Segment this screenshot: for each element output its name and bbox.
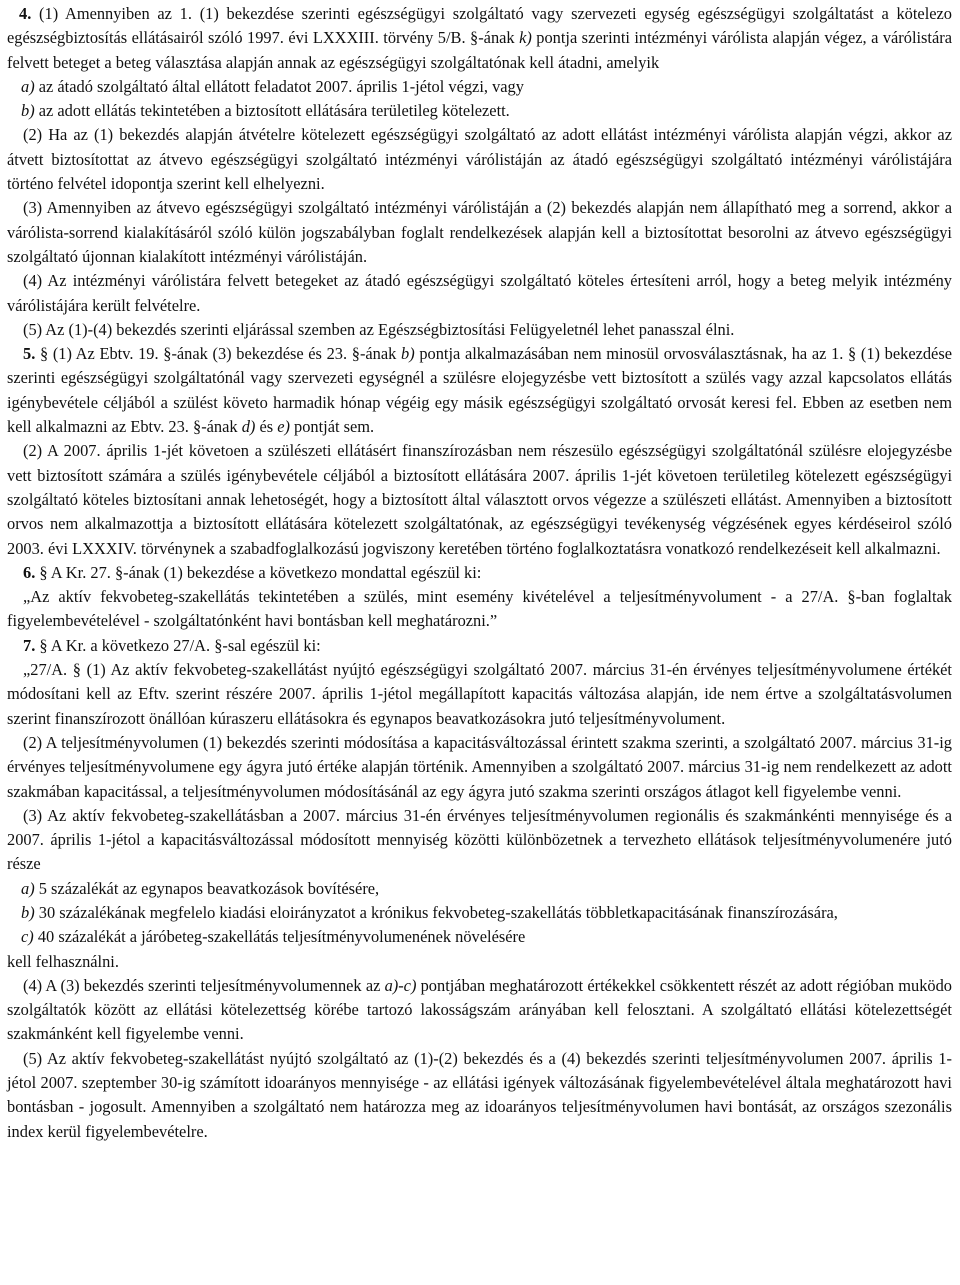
text-run: § A Kr. a következo 27/A. §-sal egészül ki: (35, 635, 321, 655)
para-7-1 (7, 658, 952, 731)
para-4-1-a (7, 75, 952, 99)
text-run: (4) Az intézményi várólistára felvett betegeket az átadó egészségügyi szolgáltató köteles értesíteni arról, hogy a beteg melyik intézmény várólistájára került felvételre. (7, 271, 952, 315)
text-run: kell felhasználni. (7, 951, 119, 971)
point-letter: a)-c) (384, 975, 417, 995)
text-run: az adott ellátás tekintetében a biztosított ellátására területileg kötelezett. (34, 101, 510, 121)
text-run: pontjában meghatározott értékekkel csökkentett részét az adott régióban muködo szolgáltatók között az ellátási kötelezettség körébe tartozó lakosságszám arányában kell felosztani. A szolgáltató ellátási kötelezettségét szakmánként kell figyelembe venni. (7, 975, 952, 1044)
point-letter: b) (401, 344, 415, 364)
para-7-3-b (7, 901, 952, 925)
text-run: „Az aktív fekvobeteg-szakellátás tekintetében a szülés, mint esemény kivételével a teljesítményvolument - a 27/A. §-ban foglaltak figyelembevételével - szolgáltatónként havi bontásban kell meghatározni.” (7, 587, 952, 631)
point-letter: a) (21, 878, 35, 898)
para-7-3-tail (7, 950, 952, 974)
para-5-2 (7, 439, 952, 560)
para-4-3 (7, 196, 952, 269)
text-run: 5 százalékát az egynapos beavatkozások bovítésére, (34, 878, 380, 898)
text-run: pontja szerinti intézményi várólista alapján végez, a várólistára felvett beteget a beteg választása alapján annak az egészségügyi szolgáltatónak kell átadni, amelyik (7, 28, 952, 72)
text-run: és (255, 417, 278, 437)
text-run: (3) Az aktív fekvobeteg-szakellátásban a 2007. március 31-én érvényes teljesítményvolumen regionális és szakmánkénti mennyisége és a 2007. április 1-jétol a kapacitásváltozással módosított mennyiség közötti különbözetnek a tervezheto ellátások teljesítményvolumenére jutó része (7, 805, 952, 874)
text-run: 30 százalékának megfelelo kiadási eloirányzatot a krónikus fekvobeteg-szakellátás többletkapacitásának finanszírozására, (34, 902, 838, 922)
text-run: pontját sem. (289, 417, 375, 437)
para-4-4 (7, 269, 952, 318)
text-run: pontja alkalmazásában nem minosül orvosválasztásnak, ha az 1. § (1) bekezdése szerinti egészségügyi szolgáltatónál vagy szervezeti egységnél a szülésre elojegyzésbe vett biztosított a szülés vagy azzal kapcsolatos ellátás igénybevétele céljából a szülést követo harmadik hónap végéig egy másik egészségügyi szolgáltató orvosát keresi fel. Ebben az esetben nem kell alkalmazni az Ebtv. 23. §-ának (7, 344, 952, 437)
text-run: § (1) Az Ebtv. 19. §-ának (3) bekezdése és 23. §-ának (35, 344, 401, 364)
para-6 (7, 561, 952, 585)
text-run: 40 százalékát a járóbeteg-szakellátás teljesítményvolumenének növelésére (33, 927, 526, 947)
point-letter: e) (277, 417, 290, 437)
para-4-5 (7, 318, 952, 342)
point-letter: a) (21, 76, 35, 96)
para-7-3 (7, 804, 952, 877)
point-letter: b) (21, 101, 35, 121)
section-number: 7. (23, 635, 36, 655)
text-run: § A Kr. 27. §-ának (1) bekezdése a következo mondattal egészül ki: (35, 562, 482, 582)
para-7 (7, 634, 952, 658)
para-5-1 (7, 342, 952, 439)
section-number: 6. (23, 562, 36, 582)
text-run: (1) Amennyiben az 1. (1) bekezdése szerinti egészségügyi szolgáltató vagy szervezeti egység egészségügyi szolgáltatást a kötelezo egészségbiztosítás ellátásairól szóló 1997. évi LXXXIII. törvény 5/B. §-ának (7, 4, 952, 48)
para-4-2 (7, 123, 952, 196)
para-4-1-b (7, 99, 952, 123)
para-7-4 (7, 974, 952, 1047)
point-letter: c) (21, 927, 34, 947)
para-7-2 (7, 731, 952, 804)
section-number: 4. (19, 4, 32, 23)
para-7-3-c (7, 925, 952, 949)
text-run: (2) A 2007. április 1-jét követoen a szülészeti ellátásért finanszírozásban nem részesülo egészségügyi szolgáltatónál szülésre elojegyzésbe vett biztosított számára a szülés igénybevétele céljából a biztosított ellátására 2007. április 1-jét követoen területileg kötelezett egészségügyi szolgáltató köteles biztosítani annak lehetoségét, hogy a biztosított által választott orvos végezze a szülészeti ellátást. Amennyiben a biztosított orvos nem alkalmazottja a biztosított ellátására kötelezett szolgáltatónak, az egészségügyi tevékenység végzésének egyes kérdéseirol szóló 2003. évi LXXXIV. törvénynek a szabadfoglalkozású jogviszony keretében történo foglalkoztatásra vonatkozó rendelkezéseit kell alkalmazni. (7, 441, 952, 558)
text-run: (4) A (3) bekezdés szerinti teljesítményvolumennek az (23, 975, 385, 995)
text-run: „27/A. § (1) Az aktív fekvobeteg-szakellátást nyújtó egészségügyi szolgáltató 2007. március 31-én érvényes teljesítményvolumene értékét módosítani kell az Eftv. szerint részére 2007. április 1-jétol megállapított kapacitás változása alapján, ide nem értve a szolgáltatásvolumen szerint finanszírozott önállóan kúraszeru ellátásokra és egynapos beavatkozásokra jutó teljesítményvolument. (7, 660, 952, 728)
para-7-5 (7, 1047, 952, 1144)
text-run: (5) Az (1)-(4) bekezdés szerinti eljárással szemben az Egészségbiztosítási Felügyeletnél lehet panasszal élni. (23, 319, 735, 339)
para-7-3-a (7, 877, 952, 901)
text-run: (2) A teljesítményvolumen (1) bekezdés szerinti módosítása a kapacitásváltozással érintett szakma szerinti, a szolgáltató 2007. március 31-ig érvényes teljesítményvolumene egy ágyra jutó értéke alapján történik. Amennyiben a szolgáltató 2007. március 31-ig nem rendelkezett az adott szakmában kapacitással, a teljesítményvolumen módosításánál az egy ágyra jutó szakma szerinti országos átlagot kell figyelembe venni. (7, 732, 952, 801)
text-run: (5) Az aktív fekvobeteg-szakellátást nyújtó szolgáltató az (1)-(2) bekezdés és a (4) bekezdés szerinti teljesítményvolumen 2007. április 1-jétol 2007. szeptember 30-ig számított idoarányos mennyisége - az ellátási igények változásának figyelembevételével általa meghatározott havi bontásban - jogosult. Amennyiben a szolgáltató nem határozza meg az idoarányos teljesítményvolumen havi bontását, az országos szezonális index kerül figyelembevételre. (7, 1048, 952, 1141)
point-letter: d) (241, 417, 256, 437)
text-run: (2) Ha az (1) bekezdés alapján átvételre kötelezett egészségügyi szolgáltató az adott ellátást intézményi várólista alapján végzi, akkor az átvett biztosítottat az átvevo egészségügyi szolgáltató intézményi várólistáján az átadó egészségügyi szolgáltató intézményi várólistájára történo felvétel idopontja szerint kell elhelyezni. (7, 125, 952, 194)
para-4-1 (7, 2, 952, 75)
para-6-quote (7, 585, 952, 634)
section-number: 5. (23, 344, 36, 364)
point-letter: k) (519, 28, 532, 48)
text-run: az átadó szolgáltató által ellátott feladatot 2007. április 1-jétol végzi, vagy (34, 76, 524, 96)
text-run: (3) Amennyiben az átvevo egészségügyi szolgáltató intézményi várólistáján a (2) bekezdés alapján nem állapítható meg a sorrend, akkor a várólista-sorrend kialakításáról szóló külön jogszabályban foglalt rendelkezések alapján kell a biztosítottat besorolni az átvevo egészségügyi szolgáltató újonnan kialakított intézményi várólistáján. (7, 198, 952, 266)
point-letter: b) (21, 902, 35, 922)
